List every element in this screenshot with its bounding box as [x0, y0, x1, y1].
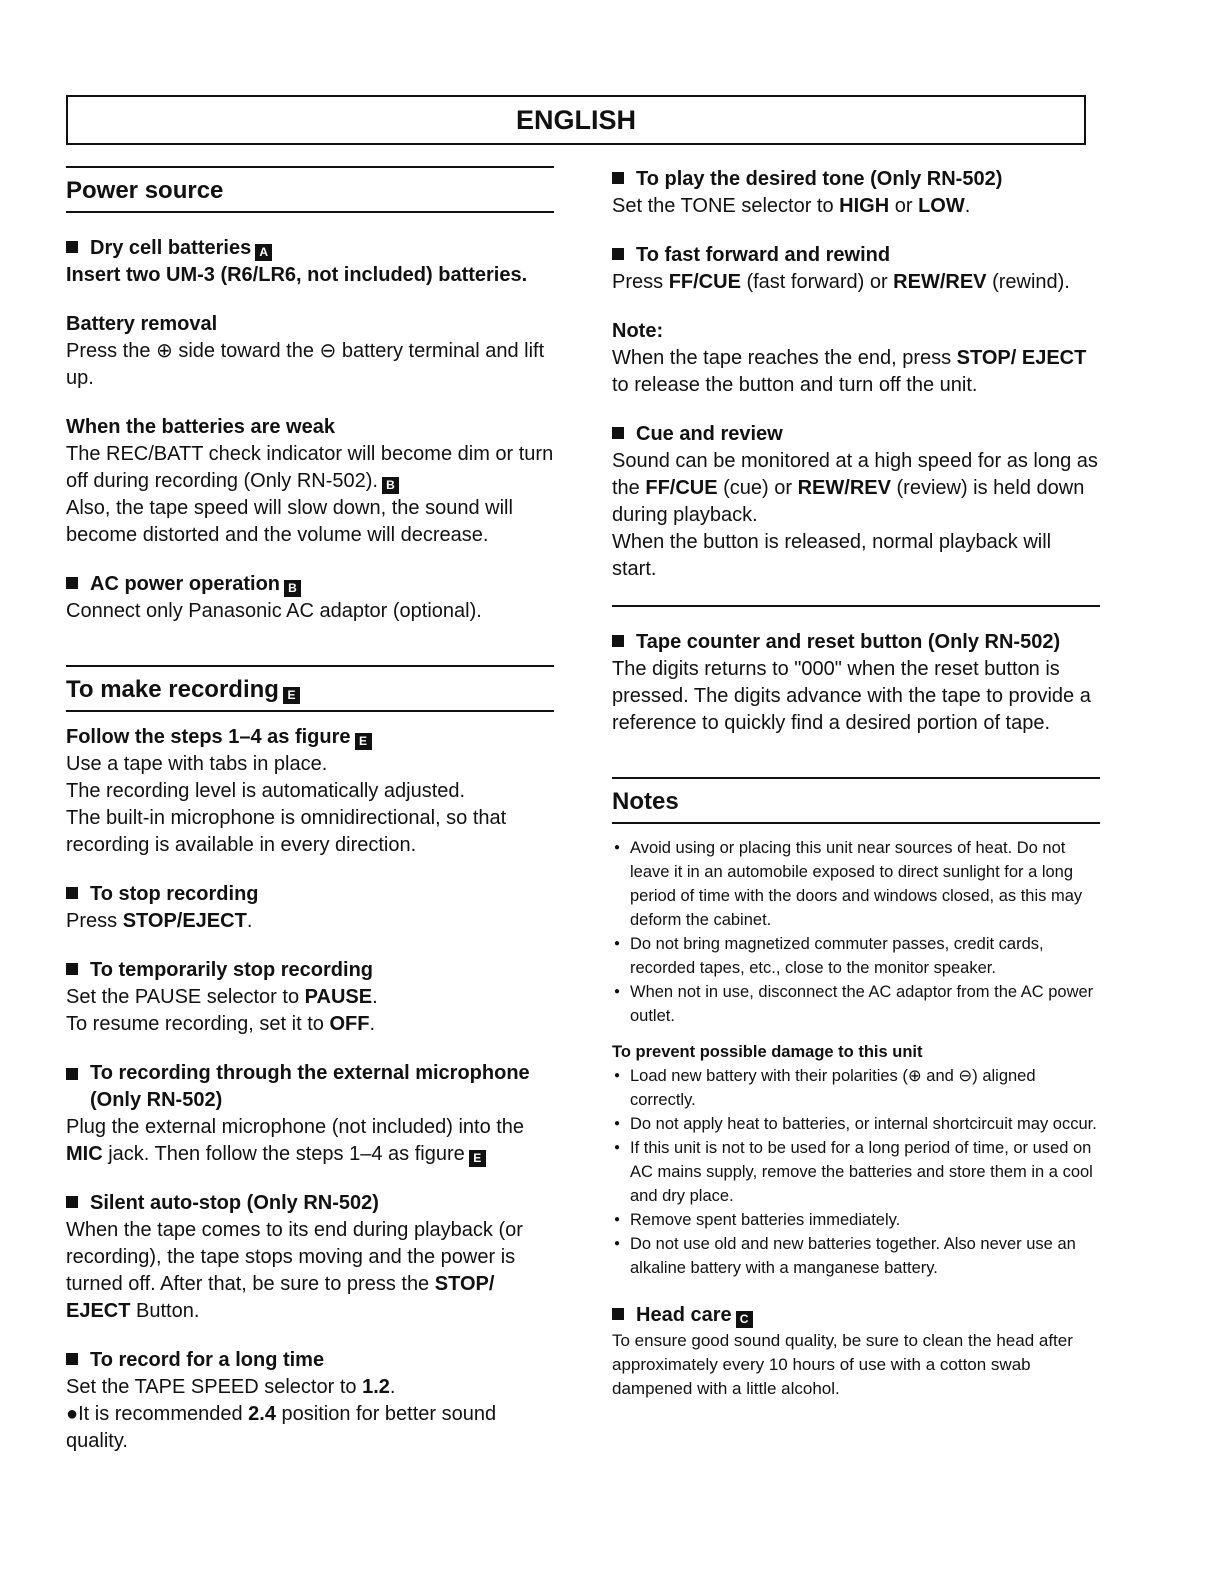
bullet-square-icon [66, 963, 78, 975]
list-item: ● Do not use old and new batteries together. Also never use an alkaline battery with a manganese battery. [612, 1232, 1100, 1280]
left-column [66, 166, 554, 1455]
ac-power-title: AC power operation B [66, 571, 554, 598]
ff-rewind-title: To fast forward and rewind [612, 242, 1100, 269]
bullet-square-icon [612, 1308, 624, 1320]
right-column [612, 166, 1100, 1401]
ac-power-text: Connect only Panasonic AC adaptor (optional). [66, 600, 482, 622]
weak-batteries-title: When the batteries are weak [66, 416, 335, 438]
cue-review-title: Cue and review [612, 421, 1100, 448]
note-title: Note: [612, 320, 664, 342]
language-banner: ENGLISH [66, 95, 1086, 145]
battery-removal-title: Battery removal [66, 313, 218, 335]
steps-title: Follow the steps 1–4 as figure E [66, 724, 554, 751]
silent-autostop-title: Silent auto-stop (Only RN-502) [66, 1190, 554, 1217]
silent-autostop-text: When the tape comes to its end during playback (or recording), the tape stops moving and the power is turned off. After that, be sure to press the STOP/ EJECT Button. [66, 1219, 523, 1322]
tape-counter-title: Tape counter and reset button (Only RN-502) [612, 629, 1100, 656]
bullet-square-icon [612, 248, 624, 260]
bullet-square-icon [66, 887, 78, 899]
prevent-damage-title: To prevent possible damage to this unit [612, 1043, 923, 1061]
bullet-square-icon [612, 172, 624, 184]
list-item: ● Do not apply heat to batteries, or internal shortcircuit may occur. [612, 1112, 1100, 1136]
external-mic-text: Plug the external microphone (not included) into the MIC jack. Then follow the steps 1–4 as figure E [66, 1116, 525, 1165]
head-care-text: To ensure good sound quality, be sure to clean the head after approximately every 10 hours of use with a cotton swab dampened with a little alcohol. [612, 1331, 1073, 1398]
pause-title: To temporarily stop recording [66, 957, 554, 984]
figure-tag-c: C [736, 1311, 753, 1328]
long-time-title: To record for a long time [66, 1347, 554, 1374]
notes-list [612, 836, 1100, 1028]
figure-tag-e: E [283, 687, 300, 704]
cue-review-text: Sound can be monitored at a high speed for as long as the FF/CUE (cue) or REW/REV (review) is held down during playback. [612, 450, 1098, 526]
bullet-square-icon [66, 1196, 78, 1208]
stop-recording-title: To stop recording [66, 881, 554, 908]
figure-tag-b: B [284, 580, 301, 597]
weak-batteries-text-2: Also, the tape speed will slow down, the sound will become distorted and the volume will decrease. [66, 497, 513, 546]
steps-line-3: The built-in microphone is omnidirectional, so that recording is available in every direction. [66, 807, 507, 856]
list-item: ● When not in use, disconnect the AC adaptor from the AC power outlet. [612, 980, 1100, 1028]
tape-counter-text: The digits returns to "000" when the reset button is pressed. The digits advance with the tape to provide a reference to quickly find a desired portion of tape. [612, 658, 1091, 734]
external-mic-title: To recording through the external microphone (Only RN-502) [66, 1060, 554, 1114]
steps-line-2: The recording level is automatically adjusted. [66, 780, 466, 802]
cue-review-text-2: When the button is released, normal playback will start. [612, 531, 1052, 580]
dry-cell-title: Dry cell batteries A [66, 235, 554, 262]
section-power-source-heading: Power source [66, 166, 554, 213]
list-item: ● Avoid using or placing this unit near sources of heat. Do not leave it in an automobile exposed to direct sunlight for a long period of time with the doors and windows closed, as this may deform the cabinet. [612, 836, 1100, 932]
list-item: ● Do not bring magnetized commuter passes, credit cards, recorded tapes, etc., close to the monitor speaker. [612, 932, 1100, 980]
section-notes-heading: Notes [612, 777, 1100, 824]
figure-tag-e: E [355, 733, 372, 750]
dry-cell-text: Insert two UM-3 (R6/LR6, not included) batteries. [66, 264, 528, 286]
figure-tag-a: A [255, 244, 272, 261]
long-time-line-2: ●It is recommended 2.4 position for better sound quality. [66, 1403, 497, 1452]
list-item: ● If this unit is not to be used for a long period of time, or used on AC mains supply, remove the batteries and store them in a cool and dry place. [612, 1136, 1100, 1208]
tone-title: To play the desired tone (Only RN-502) [612, 166, 1100, 193]
section-recording-heading: To make recording E [66, 665, 554, 712]
steps-line-1: Use a tape with tabs in place. [66, 753, 328, 775]
pause-line-2: To resume recording, set it to OFF. [66, 1013, 376, 1035]
note-text: When the tape reaches the end, press STOP/ EJECT to release the button and turn off the unit. [612, 347, 1087, 396]
stop-recording-text: Press STOP/EJECT. [66, 910, 253, 932]
bullet-square-icon [66, 241, 78, 253]
bullet-square-icon [66, 577, 78, 589]
tone-text: Set the TONE selector to HIGH or LOW. [612, 195, 971, 217]
bullet-square-icon [612, 635, 624, 647]
list-item: ● Remove spent batteries immediately. [612, 1208, 1100, 1232]
prevent-damage-list [612, 1064, 1100, 1280]
long-time-line-1: Set the TAPE SPEED selector to 1.2. [66, 1376, 396, 1398]
bullet-square-icon [612, 427, 624, 439]
head-care-title: Head care C [612, 1302, 1100, 1329]
weak-batteries-text: The REC/BATT check indicator will become dim or turn off during recording (Only RN-502). B [66, 443, 554, 492]
figure-tag-b: B [382, 477, 399, 494]
battery-removal-text: Press the ⊕ side toward the ⊖ battery terminal and lift up. [66, 340, 545, 389]
figure-tag-e: E [469, 1150, 486, 1167]
pause-line-1: Set the PAUSE selector to PAUSE. [66, 986, 378, 1008]
bullet-square-icon [66, 1068, 78, 1080]
bullet-square-icon [66, 1353, 78, 1365]
ff-rewind-text: Press FF/CUE (fast forward) or REW/REV (rewind). [612, 271, 1070, 293]
list-item: ● Load new battery with their polarities (⊕ and ⊖) aligned correctly. [612, 1064, 1100, 1112]
